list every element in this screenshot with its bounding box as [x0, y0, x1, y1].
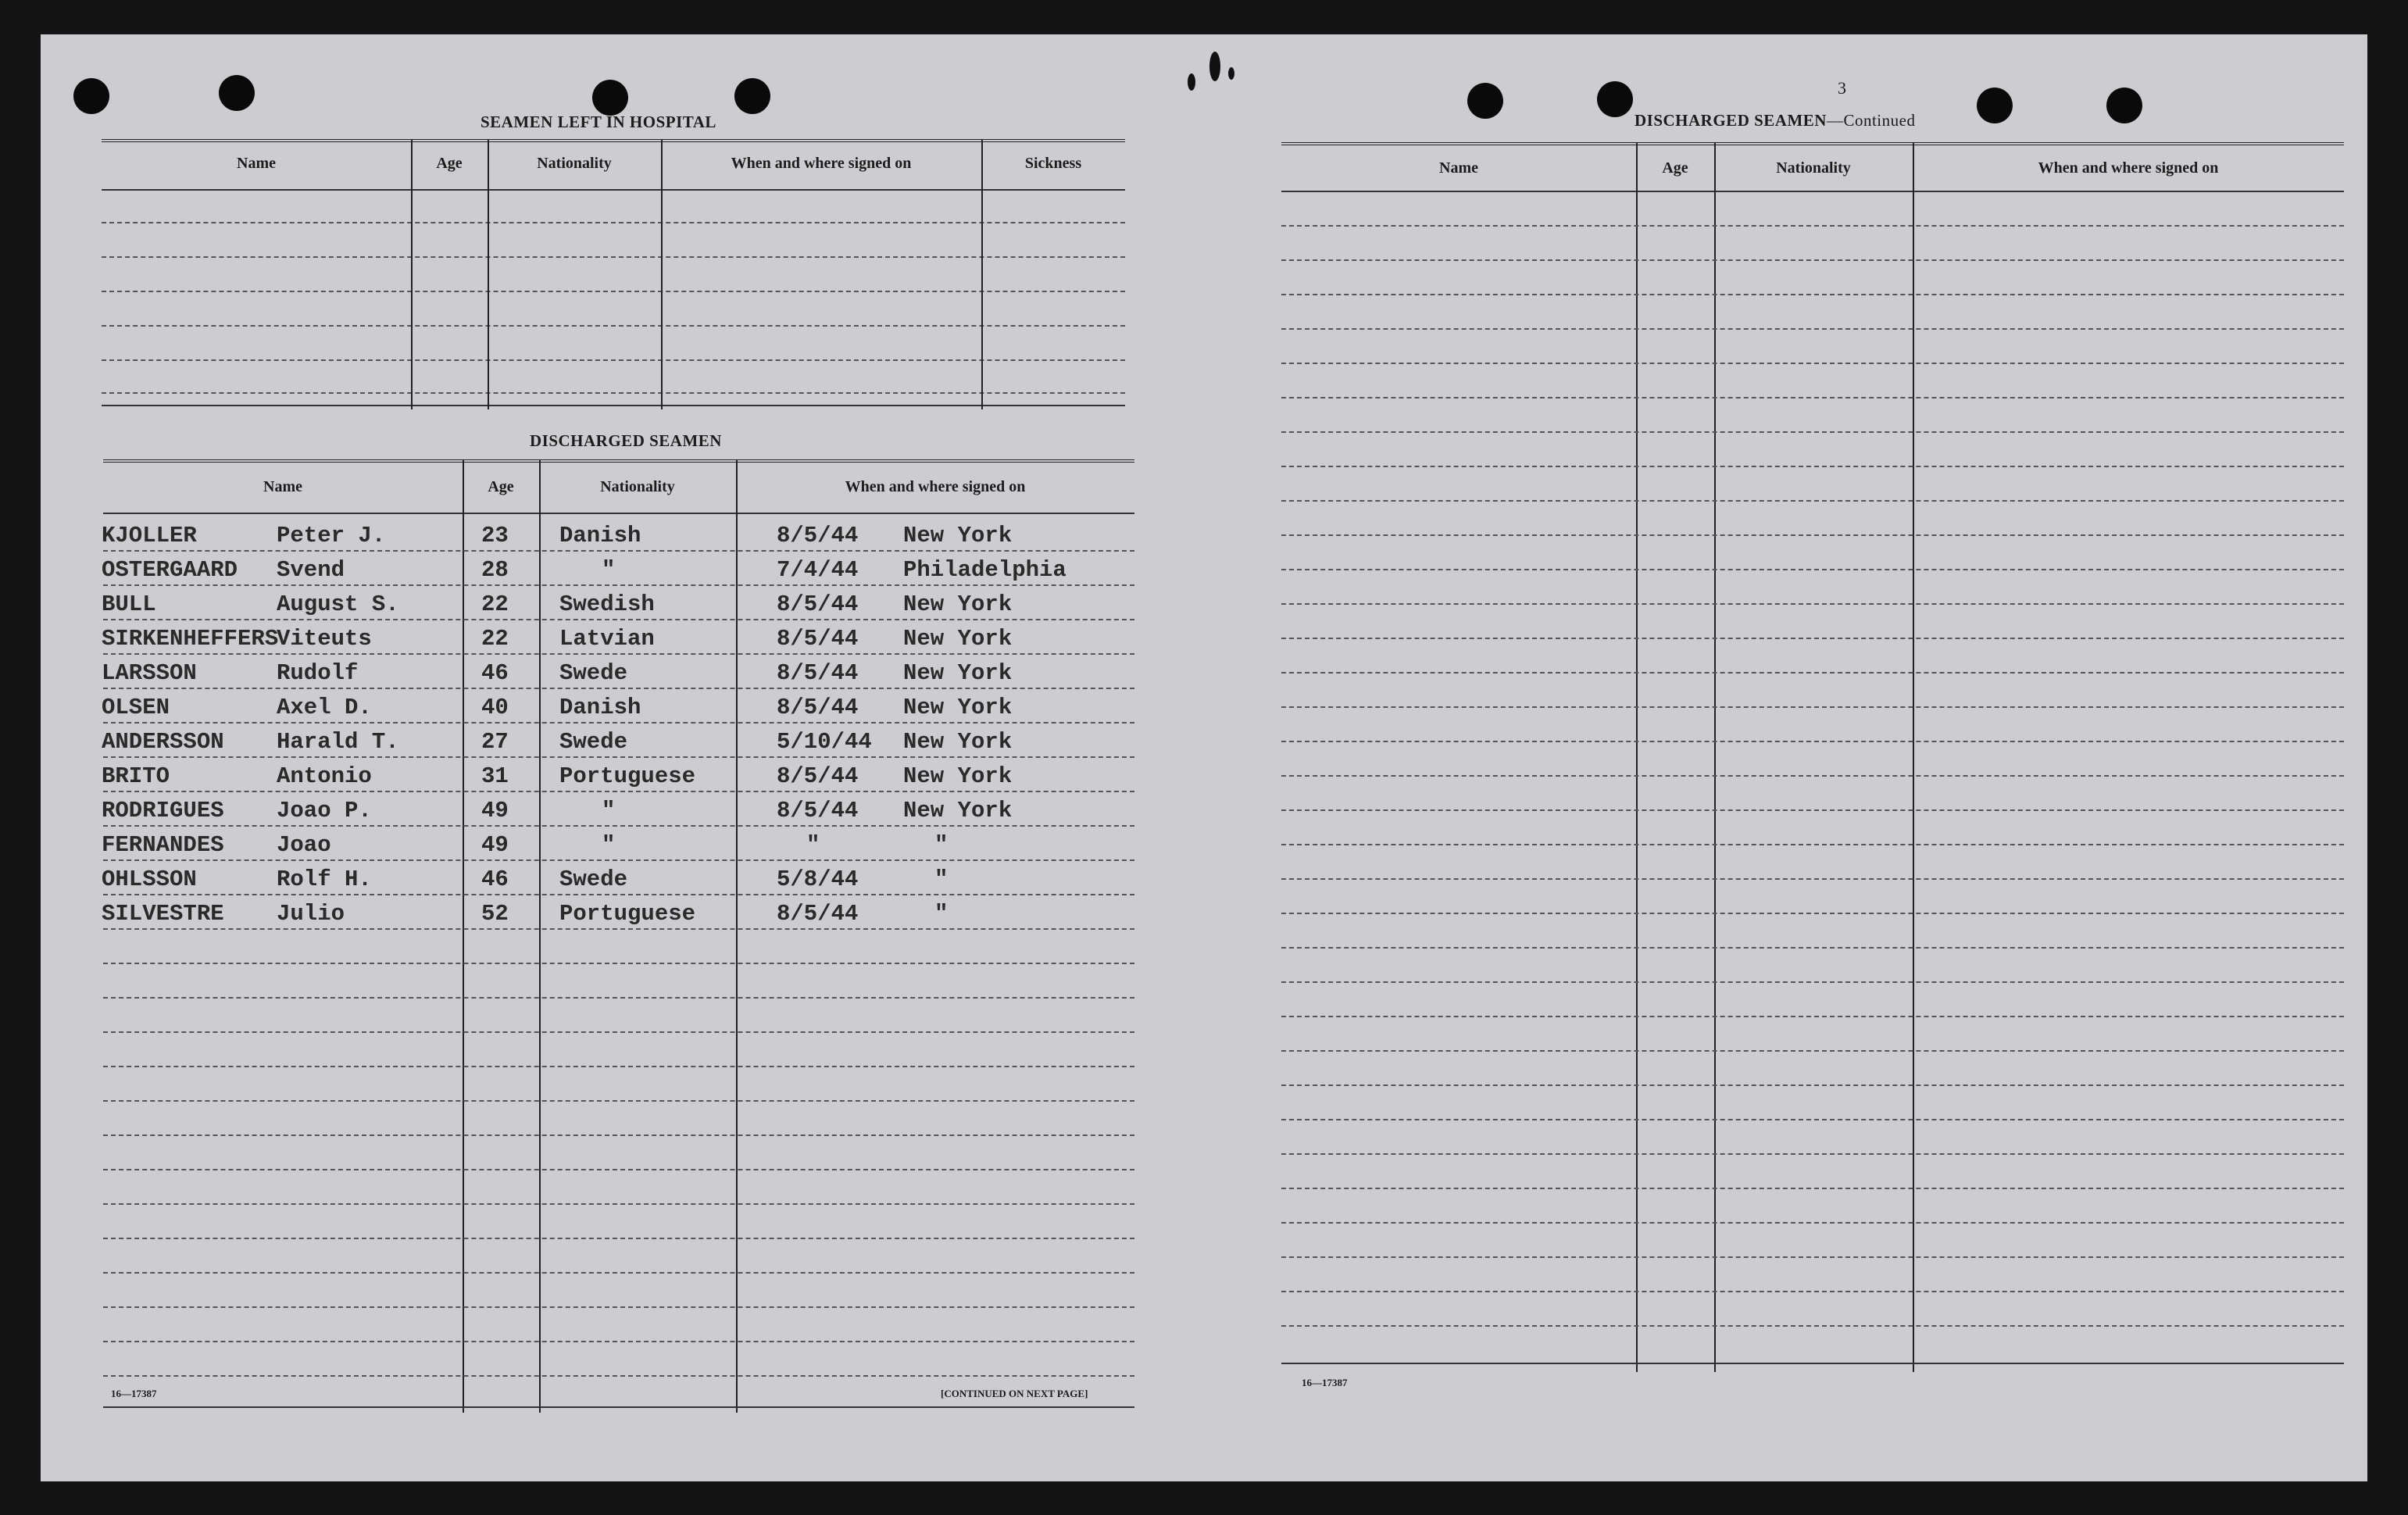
seaman-signed-on-place: "	[934, 832, 949, 858]
discharged-col-nationality: Nationality	[600, 478, 675, 495]
continued-col-name: Name	[1439, 159, 1478, 177]
seaman-signed-on-place: New York	[903, 591, 1013, 617]
seaman-given-name: Viteuts	[277, 626, 372, 652]
punch-hole	[219, 75, 255, 111]
discharged-section-title: DISCHARGED SEAMEN	[530, 431, 722, 450]
seaman-surname: BRITO	[102, 763, 170, 789]
table-row	[103, 791, 1134, 825]
seaman-nationality: Swede	[559, 660, 628, 686]
binding-mark	[1228, 67, 1234, 80]
hospital-col-name: Name	[237, 155, 276, 172]
table-row	[103, 688, 1134, 722]
form-code-left: 16—17387	[111, 1388, 157, 1399]
seaman-signed-on-date: 8/5/44	[777, 523, 859, 548]
seaman-surname: OSTERGAARD	[102, 557, 238, 583]
seaman-signed-on-date: 8/5/44	[777, 798, 859, 824]
seaman-surname: RODRIGUES	[102, 798, 224, 824]
seaman-age: 46	[481, 660, 509, 686]
seaman-nationality: Swedish	[559, 591, 655, 617]
binding-mark	[1209, 52, 1220, 81]
continued-col-age: Age	[1662, 159, 1688, 177]
table-row	[103, 584, 1134, 619]
seaman-nationality: Swede	[559, 866, 628, 892]
seaman-signed-on-date: "	[806, 832, 820, 858]
hospital-table	[102, 139, 1125, 409]
seaman-signed-on-place: "	[934, 866, 949, 892]
continued-section-title	[1635, 111, 1915, 130]
continued-table	[1281, 142, 2344, 1372]
continued-title-main: DISCHARGED SEAMEN	[1635, 111, 1827, 130]
seaman-age: 31	[481, 763, 509, 789]
seaman-nationality: Danish	[559, 523, 641, 548]
seaman-surname: SIRKENHEFFERS	[102, 626, 279, 652]
seaman-given-name: Harald T.	[277, 729, 399, 755]
seaman-given-name: Julio	[277, 901, 345, 927]
seaman-surname: KJOLLER	[102, 523, 197, 548]
table-row	[103, 653, 1134, 688]
table-row	[103, 894, 1134, 928]
table-row	[103, 619, 1134, 653]
seaman-nationality: "	[602, 557, 616, 583]
punch-hole	[1977, 88, 2013, 123]
table-row	[103, 825, 1134, 859]
table-row	[103, 859, 1134, 894]
punch-hole	[2106, 88, 2142, 123]
hospital-col-age: Age	[436, 155, 463, 172]
punch-hole	[1467, 83, 1503, 119]
continued-note: [CONTINUED ON NEXT PAGE]	[941, 1388, 1088, 1399]
hospital-section-title: SEAMEN LEFT IN HOSPITAL	[481, 113, 716, 131]
seaman-age: 22	[481, 591, 509, 617]
seaman-signed-on-date: 7/4/44	[777, 557, 859, 583]
seaman-signed-on-place: New York	[903, 729, 1013, 755]
binding-mark	[1188, 73, 1195, 91]
seaman-nationality: Swede	[559, 729, 628, 755]
seaman-nationality: Danish	[559, 695, 641, 720]
seaman-nationality: "	[602, 798, 616, 824]
punch-hole	[734, 78, 770, 114]
seaman-signed-on-date: 8/5/44	[777, 901, 859, 927]
discharged-col-signed-on: When and where signed on	[845, 478, 1026, 495]
seaman-given-name: Axel D.	[277, 695, 372, 720]
punch-hole	[1597, 81, 1633, 117]
seaman-signed-on-date: 8/5/44	[777, 660, 859, 686]
seaman-signed-on-place: New York	[903, 763, 1013, 789]
hospital-col-signed-on: When and where signed on	[731, 155, 912, 172]
seaman-nationality: "	[602, 832, 616, 858]
discharged-col-age: Age	[488, 478, 514, 495]
seaman-nationality: Portuguese	[559, 763, 696, 789]
seaman-given-name: Peter J.	[277, 523, 386, 548]
table-row	[103, 550, 1134, 584]
seaman-given-name: Joao	[277, 832, 331, 858]
seaman-nationality: Portuguese	[559, 901, 696, 927]
discharged-col-name: Name	[263, 478, 302, 495]
seaman-given-name: Joao P.	[277, 798, 372, 824]
continued-col-nationality: Nationality	[1776, 159, 1851, 177]
seaman-signed-on-place: "	[934, 901, 949, 927]
form-code-right: 16—17387	[1302, 1377, 1348, 1388]
seaman-signed-on-date: 8/5/44	[777, 763, 859, 789]
seaman-signed-on-place: Philadelphia	[903, 557, 1066, 583]
seaman-signed-on-date: 8/5/44	[777, 626, 859, 652]
seaman-given-name: Rudolf	[277, 660, 359, 686]
seaman-nationality: Latvian	[559, 626, 655, 652]
seaman-surname: LARSSON	[102, 660, 197, 686]
seaman-age: 22	[481, 626, 509, 652]
seaman-age: 49	[481, 798, 509, 824]
seaman-signed-on-place: New York	[903, 626, 1013, 652]
continued-title-suffix: —Continued	[1826, 111, 1916, 130]
seaman-signed-on-place: New York	[903, 695, 1013, 720]
seaman-age: 46	[481, 866, 509, 892]
seaman-surname: ANDERSSON	[102, 729, 224, 755]
seaman-signed-on-place: New York	[903, 798, 1013, 824]
punch-hole	[592, 80, 628, 116]
hospital-col-sickness: Sickness	[1024, 155, 1082, 172]
table-row	[103, 722, 1134, 756]
seaman-signed-on-date: 5/10/44	[777, 729, 872, 755]
seaman-age: 27	[481, 729, 509, 755]
seaman-surname: SILVESTRE	[102, 901, 224, 927]
seaman-age: 49	[481, 832, 509, 858]
seaman-age: 52	[481, 901, 509, 927]
seaman-age: 23	[481, 523, 509, 548]
seaman-given-name: Antonio	[277, 763, 372, 789]
table-row	[103, 516, 1134, 550]
seaman-surname: FERNANDES	[102, 832, 224, 858]
seaman-surname: OHLSSON	[102, 866, 197, 892]
seaman-given-name: August S.	[277, 591, 399, 617]
discharged-table	[103, 459, 1134, 1413]
seaman-signed-on-place: New York	[903, 660, 1013, 686]
table-row	[103, 756, 1134, 791]
seaman-given-name: Rolf H.	[277, 866, 372, 892]
document-sheet	[41, 34, 2367, 1481]
continued-col-signed-on: When and where signed on	[2038, 159, 2219, 177]
seaman-age: 40	[481, 695, 509, 720]
seaman-surname: BULL	[102, 591, 156, 617]
seaman-signed-on-date: 8/5/44	[777, 591, 859, 617]
seaman-signed-on-place: New York	[903, 523, 1013, 548]
seaman-signed-on-date: 8/5/44	[777, 695, 859, 720]
seaman-given-name: Svend	[277, 557, 345, 583]
seaman-age: 28	[481, 557, 509, 583]
seaman-surname: OLSEN	[102, 695, 170, 720]
punch-hole	[73, 78, 109, 114]
hospital-col-nationality: Nationality	[537, 155, 612, 172]
seaman-signed-on-date: 5/8/44	[777, 866, 859, 892]
page-number: 3	[1838, 78, 1846, 98]
